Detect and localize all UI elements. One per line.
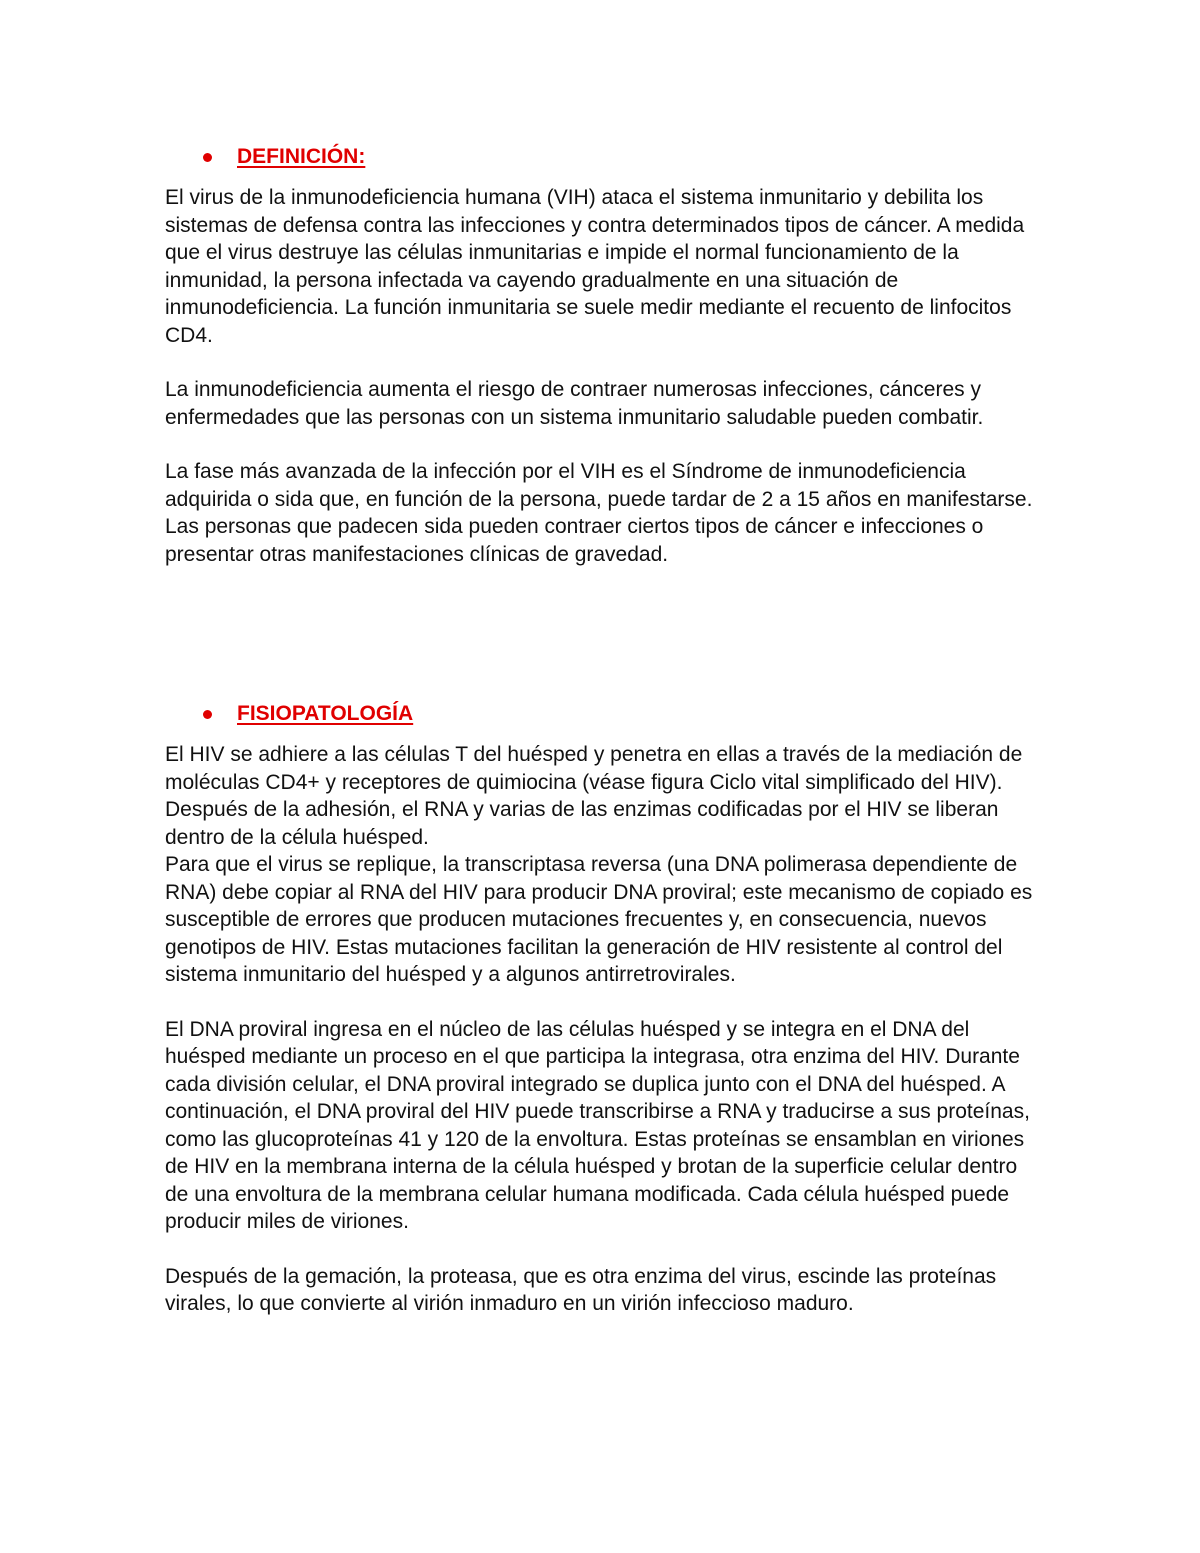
paragraph: La fase más avanzada de la infección por el VIH es el Síndrome de inmunodeficiencia adquirida o sida que, en función de la persona, puede tardar de 2 a 15 años en manifestarse. Las personas que padecen sida pueden contraer ciertos tipos de cáncer e infecciones o presentar otras manifestaciones clínicas de gravedad. <box>165 460 1033 566</box>
section-heading: FISIOPATOLOGÍA <box>237 702 414 725</box>
bullet-icon <box>203 153 212 162</box>
paragraph: La inmunodeficiencia aumenta el riesgo de contraer numerosas infecciones, cánceres y enfermedades que las personas con un sistema inmunitario saludable pueden combatir. <box>165 378 984 429</box>
section-heading-row <box>165 140 1045 174</box>
bullet-icon <box>203 710 212 719</box>
paragraph: El virus de la inmunodeficiencia humana (VIH) ataca el sistema inmunitario y debilita los sistemas de defensa contra las infecciones y contra determinados tipos de cáncer. A medida que el virus destruye las células inmunitarias e impide el normal funcionamiento de la inmunidad, la persona infectada va cayendo gradualmente en una situación de inmunodeficiencia. La función inmunitaria se suele medir mediante el recuento de linfocitos CD4. <box>165 186 1025 347</box>
section-definicion <box>165 140 1045 568</box>
paragraph: El HIV se adhiere a las células T del huésped y penetra en ellas a través de la mediación de moléculas CD4+ y receptores de quimiocina (véase figura Ciclo vital simplificado del HIV). Después de la adhesión, el RNA y varias de las enzimas codificadas por el HIV se liberan dentro de la célula huésped. <box>165 743 1023 849</box>
section-heading-row <box>165 697 1045 731</box>
section-heading: DEFINICIÓN: <box>237 145 366 168</box>
section-fisiopatologia <box>165 697 1045 1318</box>
paragraph: El DNA proviral ingresa en el núcleo de las células huésped y se integra en el DNA del huésped mediante un proceso en el que participa la integrasa, otra enzima del HIV. Durante cada división celular, el DNA proviral integrado se duplica junto con el DNA del huésped. A continuación, el DNA proviral del HIV puede transcribirse a RNA y traducirse a sus proteínas, como las glucoproteínas 41 y 120 de la envoltura. Estas proteínas se ensamblan en viriones de HIV en la membrana interna de la célula huésped y brotan de la superficie celular dentro de una envoltura de la membrana celular humana modificada. Cada célula huésped puede producir miles de viriones. <box>165 1017 1030 1233</box>
paragraph: Para que el virus se replique, la transcriptasa reversa (una DNA polimerasa dependiente de RNA) debe copiar al RNA del HIV para producir DNA proviral; este mecanismo de copiado es susceptible de errores que producen mutaciones frecuentes y, en consecuencia, nuevos genotipos de HIV. Estas mutaciones facilitan la generación de HIV resistente al control del sistema inmunitario del huésped y a algunos antirretrovirales. <box>165 853 1033 986</box>
paragraph: Después de la gemación, la proteasa, que es otra enzima del virus, escinde las proteínas virales, lo que convierte al virión inmaduro en un virión infeccioso maduro. <box>165 1264 997 1315</box>
